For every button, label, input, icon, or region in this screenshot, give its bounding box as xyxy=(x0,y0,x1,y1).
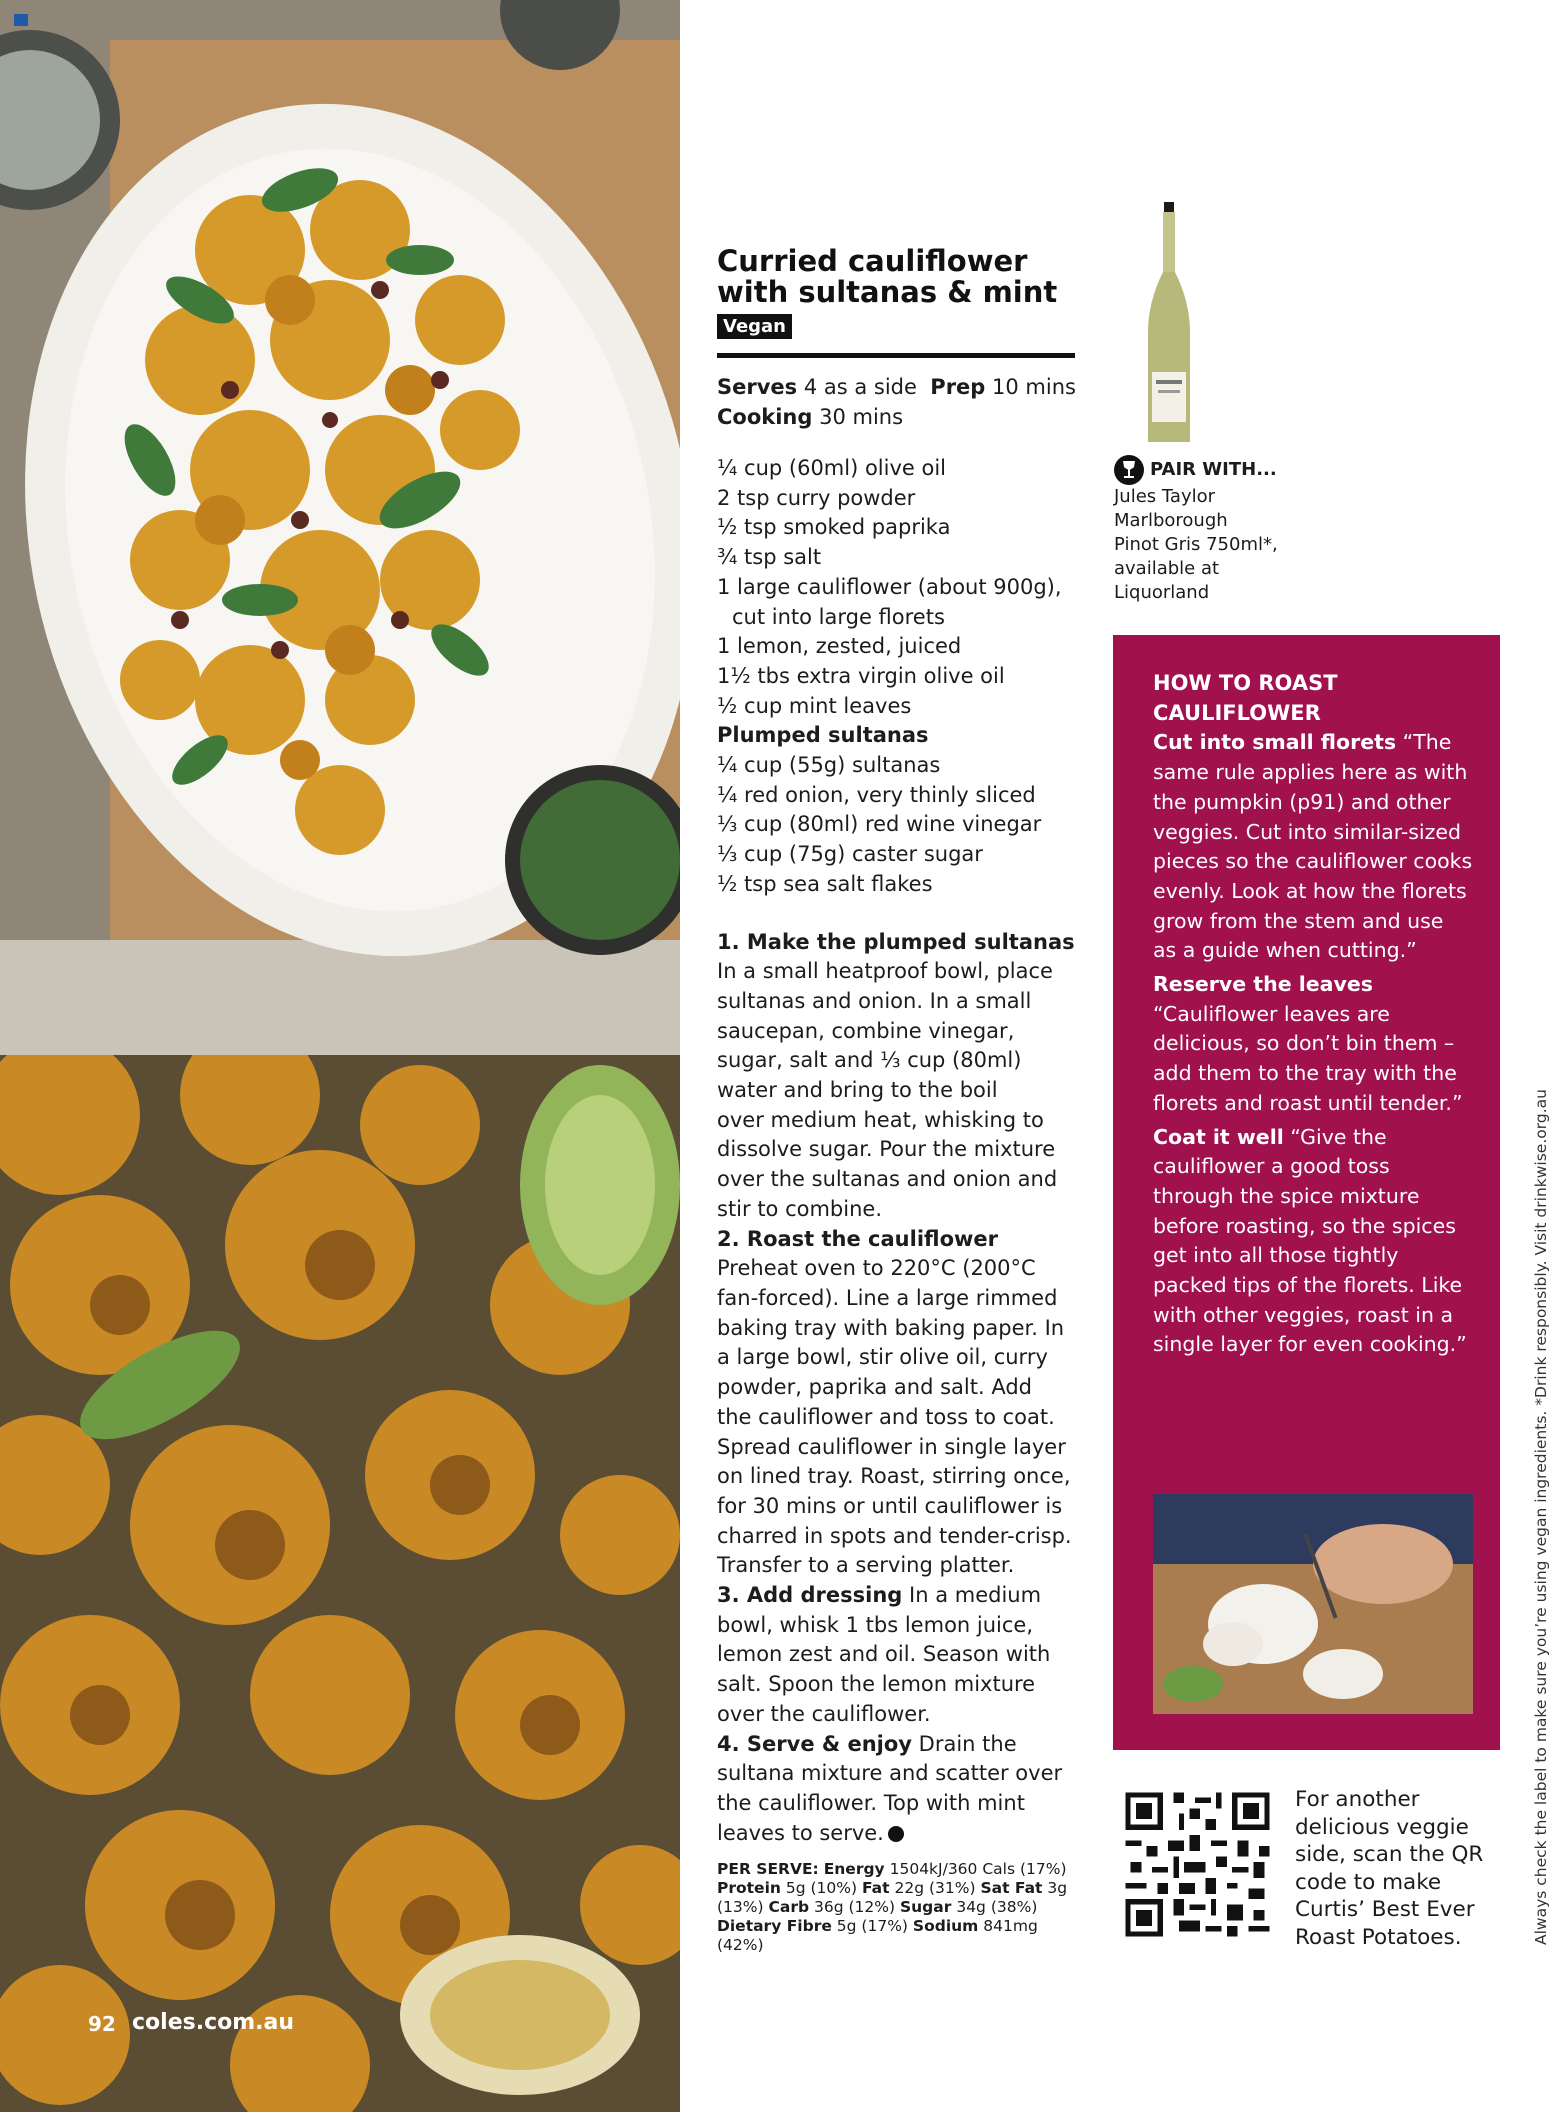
recipe-column xyxy=(717,246,1077,1955)
fibre-label: Dietary Fibre xyxy=(717,1917,832,1936)
energy-label: Energy xyxy=(823,1860,885,1879)
ingredient: 1 lemon, zested, juiced xyxy=(717,634,962,659)
qr-promo-line: Curtis’ Best Ever xyxy=(1295,1897,1475,1922)
step-line: over medium heat, whisking to xyxy=(717,1107,1044,1132)
pair-heading: PAIR WITH... xyxy=(1150,459,1277,480)
carb-label: Carb xyxy=(768,1898,810,1917)
qr-promo-line: Roast Potatoes. xyxy=(1295,1924,1462,1950)
step-line: the cauliflower and toss to coat. xyxy=(717,1404,1055,1429)
pair-line: available at xyxy=(1114,558,1220,579)
sodium-label: Sodium xyxy=(912,1917,979,1936)
ingredient: cut into large florets xyxy=(732,604,945,629)
step-line: In a medium xyxy=(902,1583,1042,1608)
tips-title xyxy=(1153,669,1473,728)
sugar-label: Sugar xyxy=(899,1898,952,1917)
prep-value: 10 mins xyxy=(992,375,1076,399)
step-line: over the sultanas and onion and xyxy=(717,1167,1058,1192)
tip-lead: Coat it well xyxy=(1153,1124,1284,1149)
pair-line: Marlborough xyxy=(1114,510,1228,531)
qr-promo-text xyxy=(1295,1786,1505,1951)
ingredient: ¾ tsp salt xyxy=(717,545,822,570)
step-line: lemon zest and oil. Season with xyxy=(717,1642,1051,1667)
qr-promo-line: code to make xyxy=(1295,1869,1442,1895)
pair-line: Pinot Gris 750ml*, xyxy=(1114,534,1278,555)
cutting-cauliflower-photo xyxy=(1153,1494,1473,1714)
satfat-percent: (13%) xyxy=(717,1898,764,1917)
recipe-title xyxy=(717,246,1077,308)
tip-text: “The same rule applies here as with the pumpkin (p91) and other veggies. Cut into similar-sized pieces so the cauliflower cooks evenly. Look at how the florets grow from the stem and use as a guide when cutting.” xyxy=(1153,730,1473,963)
step-line: Drain the xyxy=(912,1731,1017,1756)
fibre-value: 5g (17%) xyxy=(836,1917,908,1936)
qr-promo-line: side, scan the QR xyxy=(1295,1842,1484,1867)
step-heading: 4. Serve & enjoy xyxy=(717,1731,912,1756)
step-line: saucepan, combine vinegar, xyxy=(717,1018,1015,1043)
step-heading: 1. Make the plumped sultanas xyxy=(717,929,1075,954)
cooking-value: 30 mins xyxy=(819,405,904,429)
step-line: sugar, salt and ⅓ cup (80ml) xyxy=(717,1048,1022,1073)
serving-dish-photo xyxy=(0,0,680,1055)
sub-heading: Plumped sultanas xyxy=(717,723,929,748)
tips-title-line1: HOW TO ROAST xyxy=(1153,671,1338,695)
step-line: leaves to serve. xyxy=(717,1820,884,1845)
step-line: stir to combine. xyxy=(717,1196,882,1221)
step-line: for 30 mins or until cauliflower is xyxy=(717,1493,1063,1518)
step-line: on lined tray. Roast, stirring once, xyxy=(717,1464,1071,1489)
tip-text: “Give the cauliflower a good toss through the spice mixture before roasting, so the spices get into all those tightly packed tips of the florets. Like with other veggies, roast in a single layer for even cooking.” xyxy=(1153,1124,1467,1357)
step-line: Spread cauliflower in single layer xyxy=(717,1434,1066,1459)
fat-value: 22g (31%) xyxy=(894,1879,976,1898)
ingredient: ¼ cup (55g) sultanas xyxy=(717,753,941,778)
step-line: bowl, whisk 1 tbs lemon juice, xyxy=(717,1612,1034,1637)
step-line: dissolve sugar. Pour the mixture xyxy=(717,1137,1056,1162)
tip-item xyxy=(1153,1123,1473,1361)
step-line: Transfer to a serving platter. xyxy=(717,1553,1015,1578)
wine-bottle-image xyxy=(1144,202,1194,445)
nutrition-info xyxy=(717,1860,1077,1955)
tip-lead: Reserve the leaves xyxy=(1153,972,1373,997)
step-line: powder, paprika and salt. Add xyxy=(717,1375,1032,1400)
ingredient: ⅓ cup (80ml) red wine vinegar xyxy=(717,812,1042,837)
wine-pairing xyxy=(1114,455,1314,605)
ingredient-list xyxy=(717,454,1077,900)
recipe-title-line1: Curried cauliflower xyxy=(717,244,1028,278)
step-line: a large bowl, stir olive oil, curry xyxy=(717,1345,1048,1370)
site-url: coles.com.au xyxy=(132,2010,295,2035)
serves-label: Serves xyxy=(717,375,798,399)
cooking-label: Cooking xyxy=(717,405,813,429)
step-heading: 2. Roast the cauliflower xyxy=(717,1226,999,1251)
page-number: 92 xyxy=(88,2012,116,2036)
satfat-label: Sat Fat xyxy=(980,1879,1043,1898)
tips-title-line2: CAULIFLOWER xyxy=(1153,700,1321,725)
tip-item xyxy=(1153,970,1473,1119)
fat-label: Fat xyxy=(862,1879,890,1898)
recipe-meta xyxy=(717,372,1077,432)
per-serve-label: PER SERVE: xyxy=(717,1860,819,1879)
vegan-badge: Vegan xyxy=(717,314,792,339)
sodium-value: 841mg (42%) xyxy=(717,1917,1038,1955)
prep-label: Prep xyxy=(930,375,986,399)
ingredient: ¼ cup (60ml) olive oil xyxy=(717,456,947,480)
end-dot-icon xyxy=(888,1826,904,1842)
qr-code[interactable] xyxy=(1120,1787,1275,1942)
ingredient: ½ cup mint leaves xyxy=(717,693,912,718)
energy-value: 1504kJ/360 Cals (17%) xyxy=(889,1860,1067,1879)
roasted-cauliflower-tray-photo xyxy=(0,1055,680,2112)
step-line: sultana mixture and scatter over xyxy=(717,1761,1063,1786)
ingredient: ⅓ cup (75g) caster sugar xyxy=(717,842,983,867)
tips-panel xyxy=(1113,635,1500,1750)
vertical-disclaimer: Always check the label to make sure you’re using vegan ingredients. *Drink responsibly. Visit drinkwise.org.au xyxy=(1532,1089,1550,1945)
serves-value: 4 as a side xyxy=(803,375,917,399)
ingredient: ½ tsp sea salt flakes xyxy=(717,871,933,896)
recipe-title-line2: with sultanas & mint xyxy=(717,275,1058,309)
photo-column xyxy=(0,0,680,2112)
ingredient: 1 large cauliflower (about 900g), xyxy=(717,574,1062,599)
method xyxy=(717,928,1077,1849)
step-heading: 3. Add dressing xyxy=(717,1583,903,1608)
step-line: fan-forced). Line a large rimmed xyxy=(717,1285,1058,1310)
qr-promo-line: For another xyxy=(1295,1787,1420,1812)
ingredient: 2 tsp curry powder xyxy=(717,485,916,510)
step-line: In a small heatproof bowl, place xyxy=(717,959,1053,984)
ingredient: ½ tsp smoked paprika xyxy=(717,515,951,540)
corner-badge xyxy=(14,14,28,26)
ingredient: 1½ tbs extra virgin olive oil xyxy=(717,663,1005,688)
tip-text: “Cauliflower leaves are delicious, so don’t bin them – add them to the tray with the florets and roast until tender.” xyxy=(1153,1001,1463,1115)
step-line: over the cauliflower. xyxy=(717,1701,931,1726)
qr-promo-line: delicious veggie xyxy=(1295,1814,1469,1840)
pair-line: Jules Taylor xyxy=(1114,486,1216,507)
step-line: water and bring to the boil xyxy=(717,1078,998,1103)
step-line: charred in spots and tender-crisp. xyxy=(717,1523,1072,1548)
step-line: Preheat oven to 220°C (200°C xyxy=(717,1256,1036,1281)
wine-glass-icon xyxy=(1114,455,1144,485)
pair-line: Liquorland xyxy=(1114,582,1210,603)
title-divider xyxy=(717,353,1075,358)
carb-value: 36g (12%) xyxy=(814,1898,896,1917)
step-line: the cauliflower. Top with mint xyxy=(717,1790,1025,1815)
protein-label: Protein xyxy=(717,1879,781,1898)
step-line: sultanas and onion. In a small xyxy=(717,988,1032,1013)
tip-lead: Cut into small florets xyxy=(1153,730,1397,755)
ingredient: ¼ red onion, very thinly sliced xyxy=(717,782,1036,807)
sugar-value: 34g (38%) xyxy=(956,1898,1038,1917)
step-line: salt. Spoon the lemon mixture xyxy=(717,1672,1036,1697)
protein-value: 5g (10%) xyxy=(785,1879,858,1898)
satfat-value: 3g xyxy=(1047,1879,1068,1898)
tip-item xyxy=(1153,728,1473,966)
step-line: baking tray with baking paper. In xyxy=(717,1315,1065,1340)
